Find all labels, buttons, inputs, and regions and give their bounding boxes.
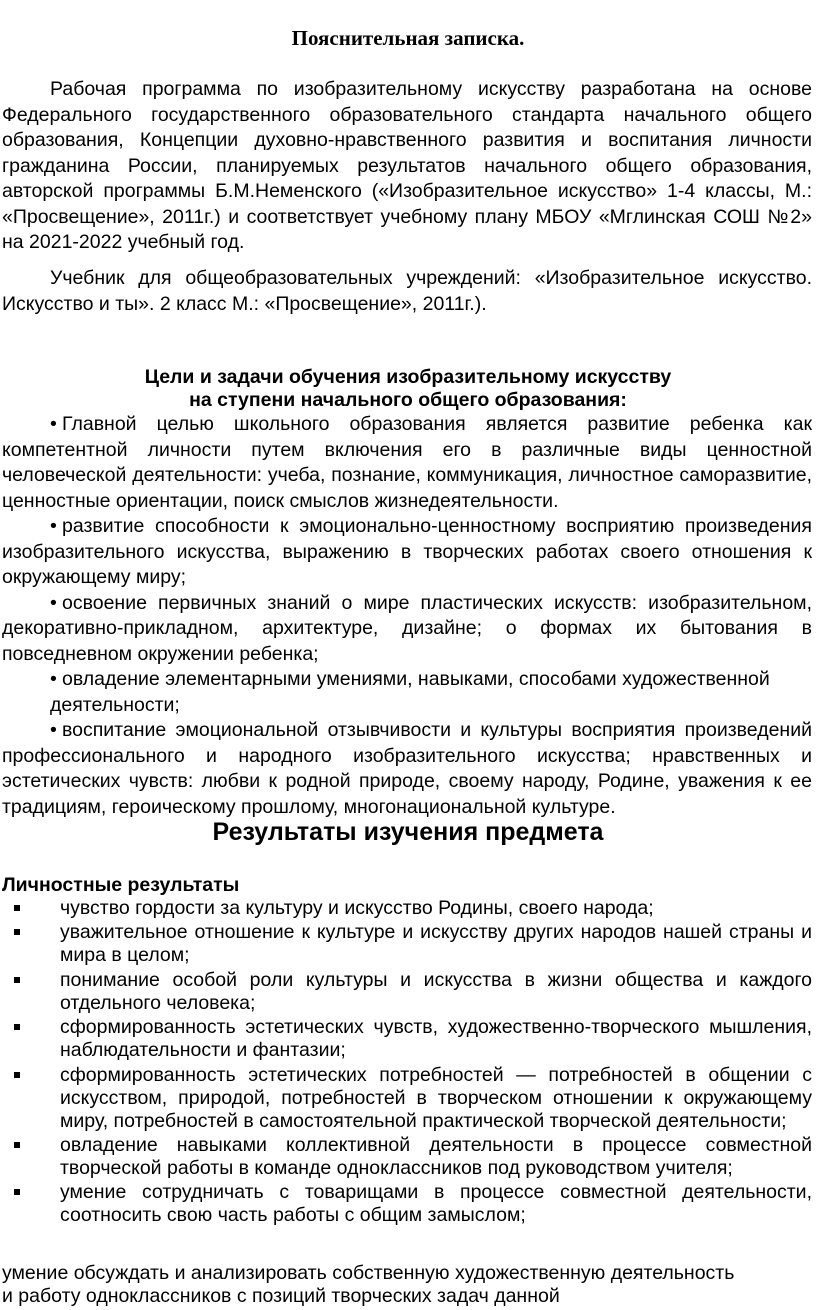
goal-item: [2, 514, 812, 591]
goal-item: [2, 412, 812, 514]
closing-line1: умение обсуждать и анализировать собственную художественную деятельность: [2, 1262, 735, 1284]
bullet-dot-icon: •: [50, 413, 57, 435]
result-item-text: овладение навыками коллективной деятельности в процессе совместной творческой работы в команде одноклассников под руководством учителя;: [60, 1133, 812, 1179]
result-item-text: умение сотрудничать с товарищами в процессе совместной деятельности, соотносить свою часть работы с общим замыслом;: [60, 1181, 812, 1227]
goal-item-text: освоение первичных знаний о мире пластических искусств: изобразительном, декоративно-прикладном, архитектуре, дизайне; о формах их бытования в повседневном окружении ребенка;: [2, 591, 812, 665]
personal-results-heading: Личностные результаты: [2, 874, 240, 896]
goals-list: [2, 412, 812, 820]
goal-item: [2, 718, 812, 820]
square-bullet-icon: [14, 929, 20, 935]
square-bullet-icon: [14, 1072, 20, 1078]
goal-item-text: овладение элементарными умениями, навыками, способами художественной деятельности;: [50, 668, 770, 716]
bullet-dot-icon: •: [50, 515, 57, 537]
results-heading: Результаты изучения предмета: [212, 818, 604, 846]
result-item: [14, 969, 812, 1015]
closing-paragraph: [2, 1262, 812, 1308]
intro-paragraph: Рабочая программа по изобразительному искусству разработана на основе Федерального государственного образовательного стандарта начального общего образования, Концепции духовно-нравственного развития и воспитания личности гражданина России, планируемых результатов начального общего образования, авторской программы Б.М.Неменского («Изобразительное искусство» 1-4 классы, М.: «Просвещение», 2011г.) и соответствует учебному плану МБОУ «Мглинская СОШ №2» на 2021-2022 учебный год.: [2, 78, 812, 253]
result-item-text: понимание особой роли культуры и искусства в жизни общества и каждого отдельного человека;: [60, 968, 812, 1014]
square-bullet-icon: [14, 1142, 20, 1148]
result-item-text: уважительное отношение к культуре и искусству других народов нашей страны и мира в целом;: [60, 921, 812, 967]
result-item: [14, 1134, 812, 1180]
result-item-text: чувство гордости за культуру и искусство Родины, своего народа;: [60, 897, 654, 919]
goal-item-text: Главной целью школьного образования является развитие ребенка как компетентной личности путем включения его в различные виды ценностной человеческой деятельности: учеба, познание, коммуникация, личностное саморазвитие, ценностные ориентации, поиск смыслов жизнедеятельности.: [2, 413, 812, 512]
square-bullet-icon: [14, 1189, 20, 1195]
goal-item: [2, 591, 812, 668]
goal-item-text: воспитание эмоциональной отзывчивости и культуры восприятия произведений профессионального и народного изобразительного искусства; нравственных и эстетических чувств: любви к родной природе, своему народу, Родине, уважения к ее традициям, героическому прошлому, многонациональной культуре.: [2, 719, 812, 818]
bullet-dot-icon: •: [50, 591, 57, 614]
goals-heading-line2: на ступени начального общего образования:: [189, 389, 627, 411]
result-item: [14, 1064, 812, 1133]
result-item: [14, 897, 812, 920]
result-item-text: сформированность эстетических потребностей — потребностей в общении с искусством, природой, потребностей в творческом отношении к окружающему миру, потребностей в самостоятельной практической творческой деятельности;: [60, 1063, 812, 1132]
result-item: [14, 1181, 812, 1227]
textbook-paragraph: Учебник для общеобразовательных учреждений: «Изобразительное искусство. Искусство и ты». 2 класс М.: «Просвещение», 2011г.).: [2, 267, 812, 315]
square-bullet-icon: [14, 977, 20, 983]
goal-item: [2, 667, 812, 718]
goals-heading-line1: Цели и задачи обучения изобразительному искусству: [144, 366, 672, 388]
bullet-dot-icon: •: [50, 668, 57, 690]
goal-item-text: развитие способности к эмоционально-ценностному восприятию произведения изобразительного искусства, выражению в творческих работах своего отношения к окружающему миру;: [2, 515, 812, 588]
closing-line2: и работу одноклассников с позиций творческих задач данной: [2, 1285, 560, 1307]
result-item: [14, 1016, 812, 1062]
square-bullet-icon: [14, 905, 20, 911]
result-item: [14, 921, 812, 967]
personal-results-list: [14, 897, 812, 1229]
bullet-dot-icon: •: [50, 719, 57, 741]
result-item-text: сформированность эстетических чувств, художественно-творческого мышления, наблюдательности и фантазии;: [60, 1016, 812, 1062]
goals-heading: [0, 366, 816, 412]
document-title: Пояснительная записка.: [291, 26, 525, 50]
square-bullet-icon: [14, 1024, 20, 1030]
